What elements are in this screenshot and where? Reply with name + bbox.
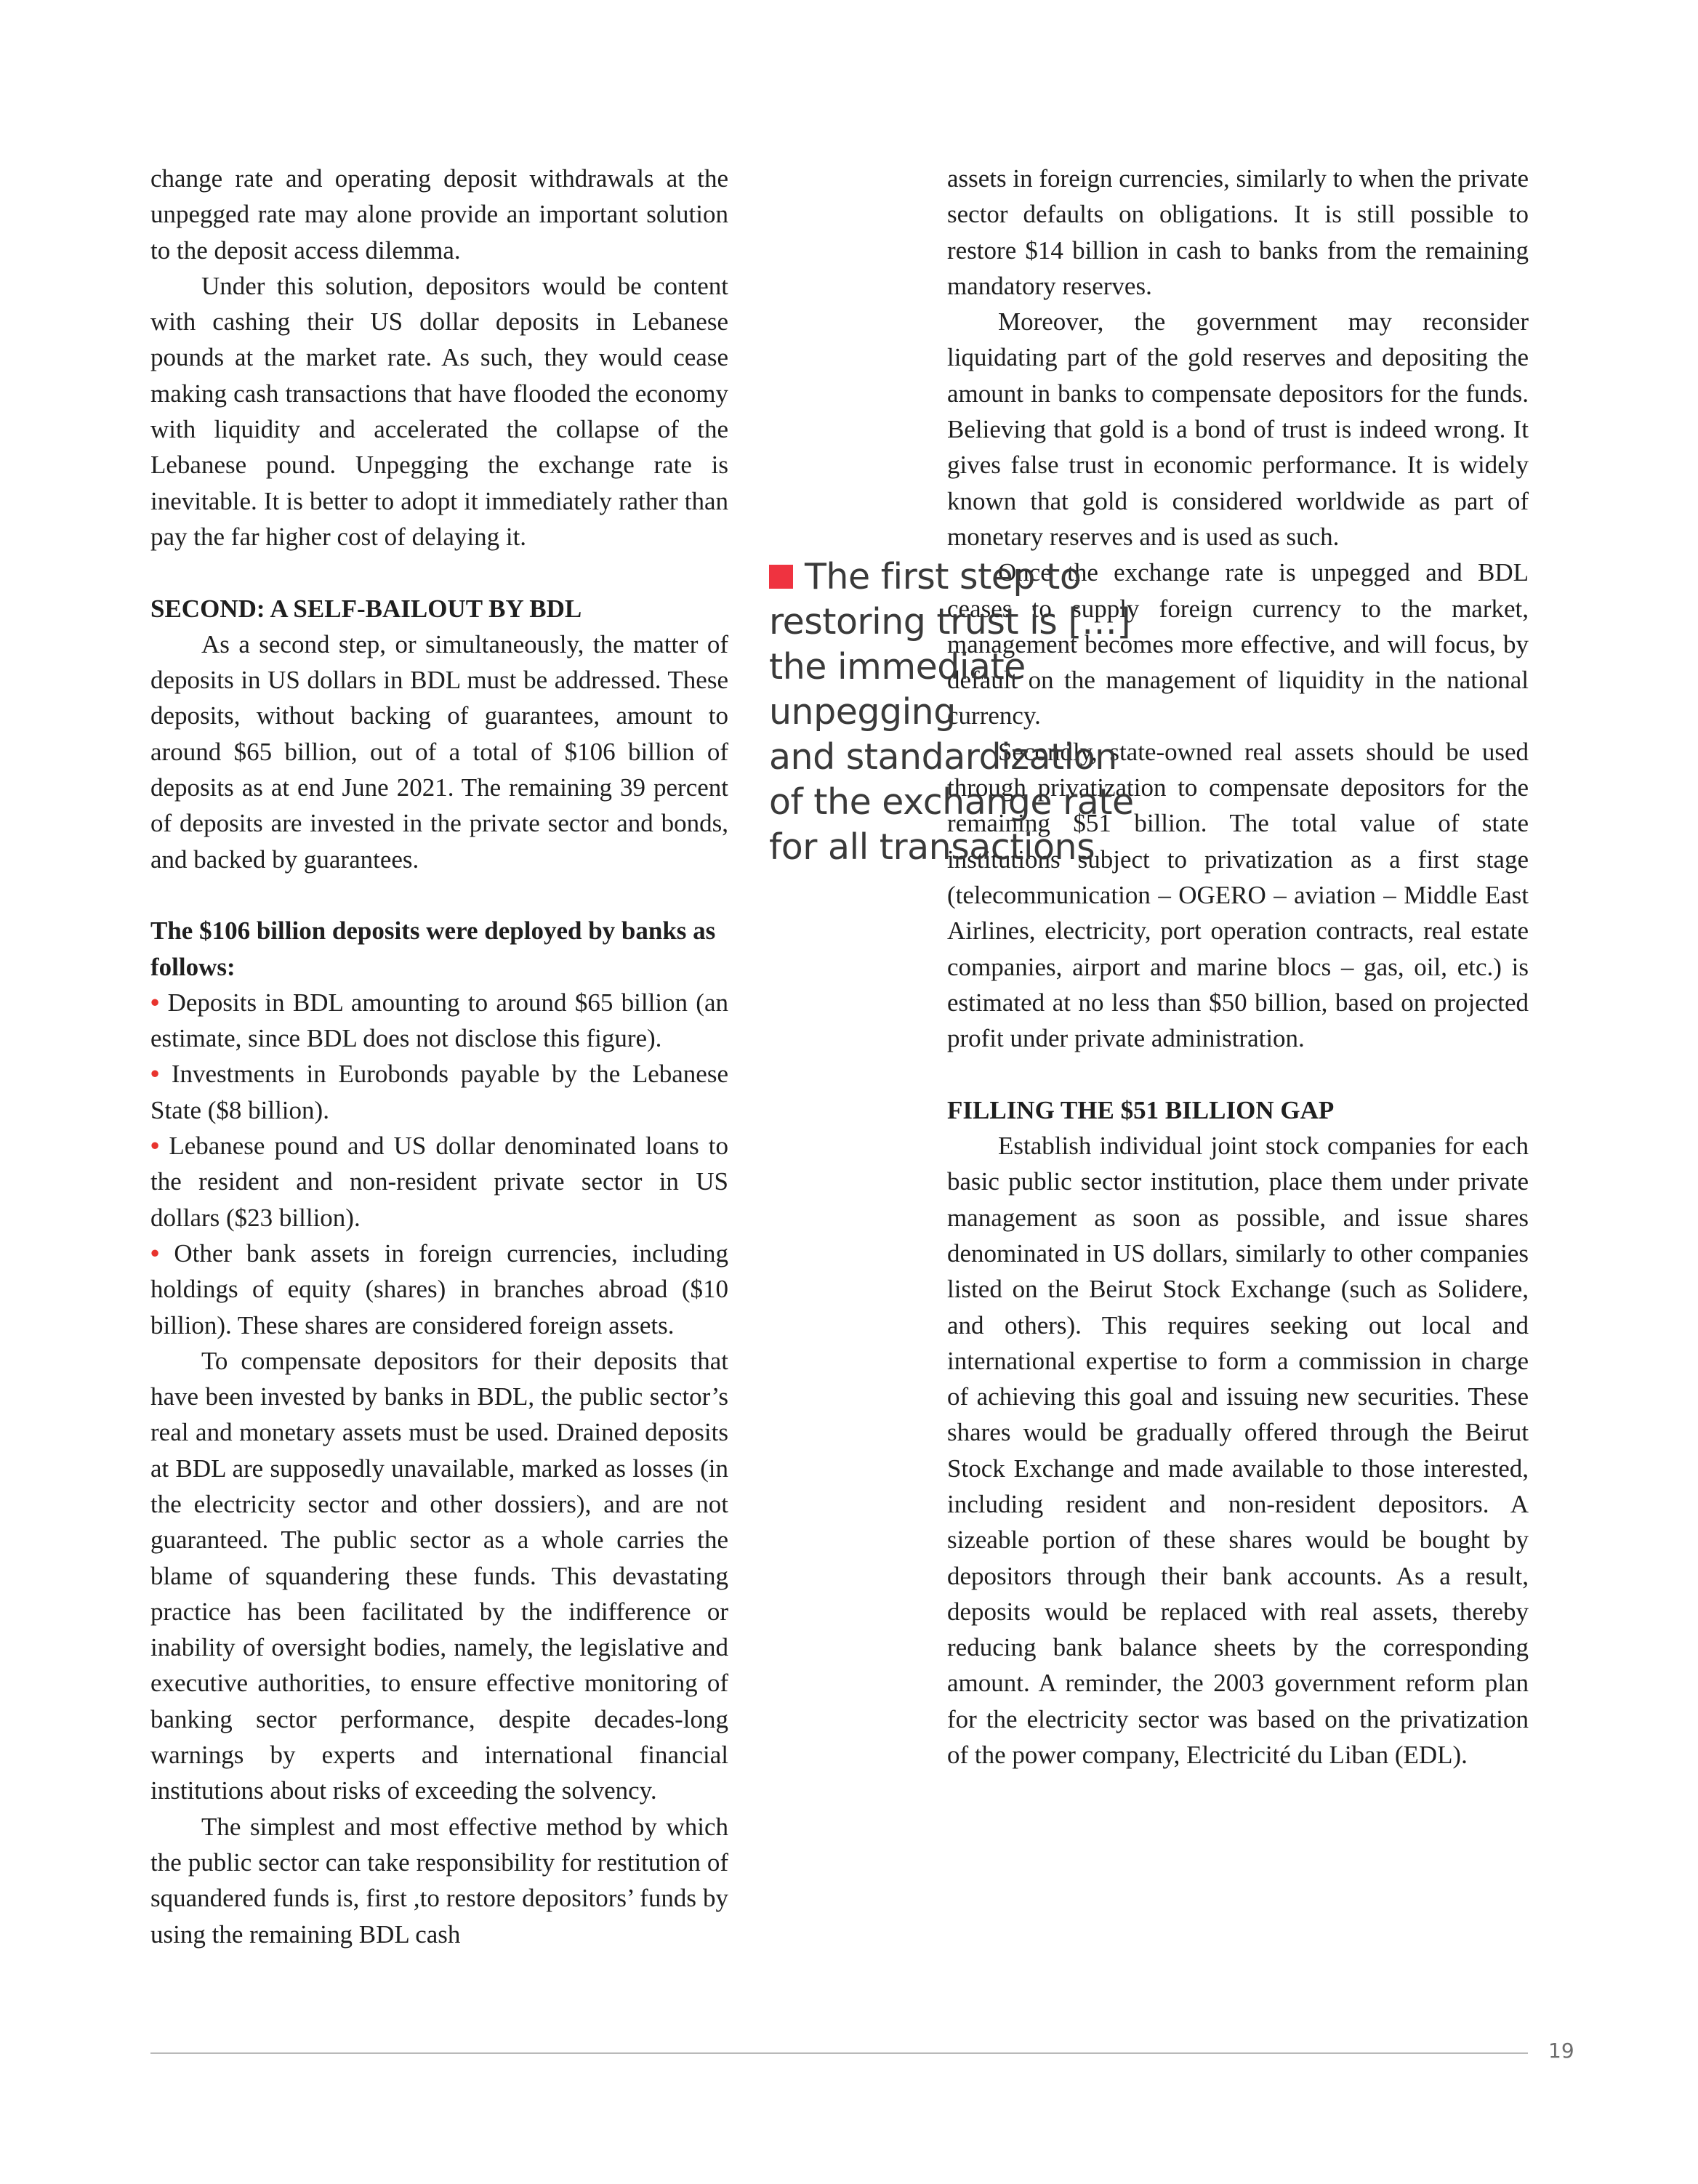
pull-quote-line: for all transactions (769, 826, 1095, 868)
bullet-item (150, 1128, 728, 1236)
spacer (150, 877, 728, 913)
bullet-icon: • (150, 1132, 160, 1161)
pull-quote-line: the immediate unpegging (769, 646, 1026, 733)
paragraph: The simplest and most effective method by which the public sector can take responsibility for restitution of squandered funds is, first ,to restore depositors’ funds by using the remaining BDL cash (150, 1812, 728, 1949)
bullet-text: Investments in Eurobonds payable by the Lebanese State ($8 billion). (150, 1060, 729, 1124)
spacer (947, 1056, 1529, 1092)
bullet-text: Other bank assets in foreign currencies, including holdings of equity (shares) in branches abroad ($10 billion). These shares are considered foreign assets. (150, 1238, 728, 1339)
paragraph: Moreover, the government may reconsider liquidating part of the gold reserves and depositing the amount in banks to compensate depositors for the funds. Believing that gold is a bond of trust is indeed wrong. It gives false trust in economic performance. It is widely known that gold is considered worldwide as part of monetary reserves and is used as such. (947, 307, 1529, 551)
section-heading: FILLING THE $51 BILLION GAP (947, 1095, 1335, 1124)
pull-quote-line (769, 555, 1194, 600)
footer-rule (150, 2052, 1528, 2054)
bullet-item (150, 985, 728, 1057)
paragraph: As a second step, or simultaneously, the matter of deposits in US dollars in BDL must be addressed. These deposits, without backing of guarantees, amount to around $65 billion, out of a total of $106 billion of deposits as at end June 2021. The remaining 39 percent of deposits are invested in the private sector and bonds, and backed by guarantees. (150, 629, 728, 874)
pull-quote-line: of the exchange rate (769, 781, 1134, 823)
section-heading: SECOND: A SELF-BAILOUT BY BDL (150, 594, 582, 623)
bullet-text: Deposits in BDL amounting to around $65 billion (an estimate, since BDL does not disclose this figure). (150, 988, 729, 1053)
paragraph: assets in foreign currencies, similarly to when the private sector defaults on obligations. It is still possible to restore $14 billion in cash to banks from the remaining mandatory reserves. (947, 164, 1529, 300)
bullet-icon: • (150, 988, 160, 1017)
page-number: 19 (1548, 2039, 1574, 2063)
bullet-item (150, 1056, 728, 1128)
pull-quote-line: restoring trust is […] (769, 601, 1131, 642)
bullet-icon: • (150, 1238, 160, 1268)
paragraph: Secondly, state-owned real assets should be used through privatization to compensate depositors for the remaining $51 billion. The total value of state institutions subject to privatization as a first stage (telecommunication – OGERO – aviation – Middle East Airlines, electricity, port operation contracts, real estate companies, airport and marine blocs – gas, oil, etc.) is estimated at no less than $50 billion, based on projected profit under private administration. (947, 737, 1529, 1053)
paragraph: To compensate depositors for their deposits that have been invested by banks in BDL, the public sector’s real and monetary assets must be used. Drained deposits at BDL are supposedly unavailable, marked as losses (in the electricity sector and other dossiers), and are not guaranteed. The public sector as a whole carries the blame of squandering these funds. This devastating practice has been facilitated by the indifference or inability of oversight bodies, namely, the legislative and executive authorities, to ensure effective monitoring of banking sector performance, despite decades-long warnings by experts and international financial institutions about risks of exceeding the solvency. (150, 1346, 728, 1805)
pull-quote (769, 555, 1194, 870)
bullet-text: Lebanese pound and US dollar denominated loans to the resident and non-resident private sector in US dollars ($23 billion). (150, 1132, 729, 1232)
pull-quote-line: and standardization (769, 736, 1117, 778)
paragraph: Establish individual joint stock companies for each basic public sector institution, place them under private management as soon as possible, and issue shares denominated in US dollars, similarly to other companies listed on the Beirut Stock Exchange (such as Solidere, and others). This requires seeking out local and international expertise to form a commission in charge of achieving this goal and issuing new securities. These shares would be gradually offered through the Beirut Stock Exchange and made available to those interested, including resident and non-resident depositors. A sizeable portion of these shares would be bought by depositors through their bank accounts. As a result, deposits would be replaced with real assets, thereby reducing bank balance sheets by the corresponding amount. A reminder, the 2003 government reform plan for the electricity sector was based on the privatization of the power company, Electricité du Liban (EDL). (947, 1132, 1529, 1770)
bullet-item (150, 1236, 728, 1343)
right-column (947, 161, 1529, 1773)
paragraph: Under this solution, depositors would be content with cashing their US dollar deposits in Lebanese pounds at the market rate. As such, they would cease making cash transactions that have flooded the economy with liquidity and accelerated the collapse of the Lebanese pound. Unpegging the exchange rate is inevitable. It is better to adopt it immediately rather than pay the far higher cost of delaying it. (150, 271, 728, 551)
left-column (150, 161, 728, 1952)
pull-quote-text: The first step to (805, 556, 1082, 597)
spacer (150, 555, 728, 590)
paragraph: change rate and operating deposit withdrawals at the unpegged rate may alone provide an important solution to the deposit access dilemma. (150, 164, 728, 265)
red-square-icon (769, 565, 793, 589)
bullet-icon: • (150, 1060, 160, 1089)
list-heading: The $106 billion deposits were deployed by banks as follows: (150, 916, 716, 981)
paragraph: Once the exchange rate is unpegged and BDL ceases to supply foreign currency to the market, management becomes more effective, and will focus, by default on the management of liquidity in the national currency. (947, 558, 1529, 730)
